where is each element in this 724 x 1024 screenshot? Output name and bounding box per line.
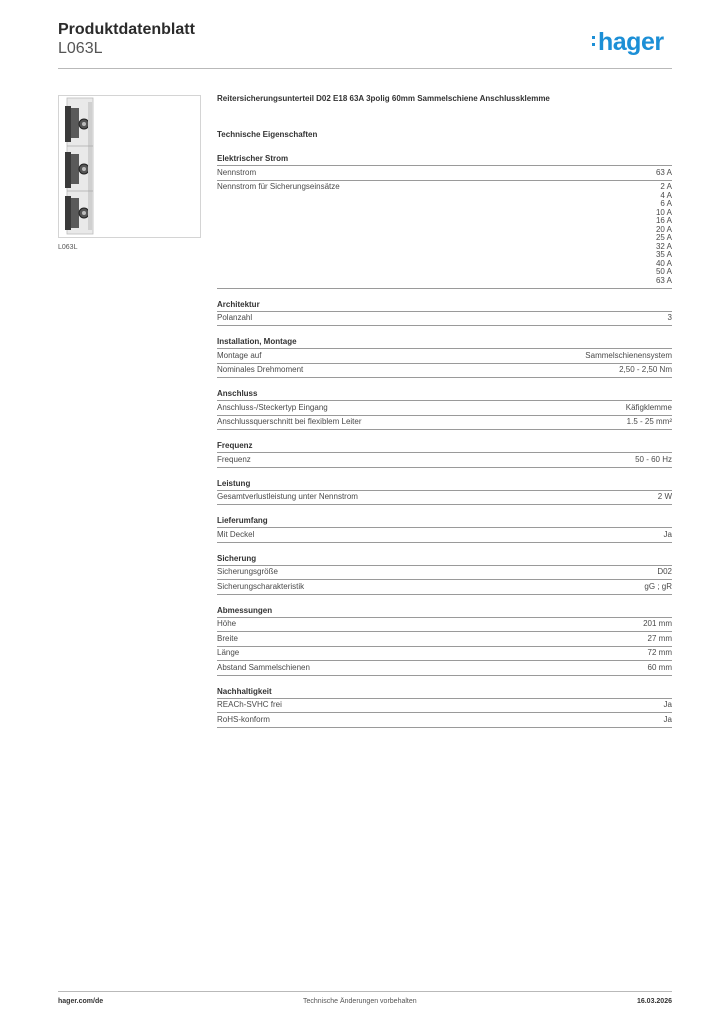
product-image [58,95,201,238]
spec-value-line: 63 A [655,167,672,177]
spec-label: Länge [217,648,240,657]
spec-section [217,478,672,506]
spec-value-line: 3 [667,313,672,322]
spec-value [619,366,672,375]
spec-value-line: Käfigklemme [625,402,672,412]
spec-label: Anschlussquerschnitt bei flexiblem Leiter [217,417,362,426]
spec-row [217,713,672,728]
spec-label: Anschluss-/Steckertyp Eingang [217,402,328,412]
hager-logo[interactable] [592,28,664,56]
spec-label: Breite [217,633,238,643]
spec-row [217,699,672,714]
section-heading: Lieferumfang [217,515,672,528]
spec-value-line: 20 A [655,224,672,234]
spec-value [643,620,672,629]
spec-row [217,580,672,595]
spec-label: RoHS-konform [217,714,270,724]
fuse-base-illustration [59,96,200,237]
product-code: L063L [58,40,103,57]
spec-value-line: 16 A [655,216,672,225]
section-heading: Architektur [217,299,672,312]
spec-label: Sicherungsgröße [217,567,278,576]
section-heading: Frequenz [217,440,672,453]
spec-value-line: 1.5 - 25 mm² [626,417,672,426]
spec-row [217,181,672,289]
logo-text: hager [598,28,664,56]
spec-label: Höhe [217,619,237,628]
spec-label: REACh-SVHC frei [217,700,282,709]
spec-section [217,553,672,595]
spec-label: Nennstrom [217,167,257,177]
spec-value-line: 60 mm [647,662,672,672]
spec-value-line: gG ; gR [644,581,672,591]
spec-row [217,349,672,364]
spec-label: Mit Deckel [217,529,255,539]
spec-label: Sicherungscharakteristik [217,581,305,591]
spec-row [217,364,672,379]
spec-value [644,583,672,592]
spec-value [656,169,672,178]
spec-value-line: 63 A [655,275,672,285]
spec-value-line: Sammelschienensystem [585,350,672,360]
section-heading: Leistung [217,478,672,491]
spec-sections [217,153,672,728]
technical-properties-heading: Technische Eigenschaften [217,130,318,139]
spec-value-line: 2,50 - 2,50 Nm [619,365,672,374]
spec-value-line: 40 A [655,258,672,268]
section-heading: Anschluss [217,388,672,401]
spec-value-line: D02 [657,567,672,576]
image-caption: L063L [58,244,78,251]
spec-row [217,618,672,633]
spec-label: Nominales Drehmoment [217,365,304,374]
spec-content [217,94,672,728]
spec-value [664,716,672,725]
section-heading: Installation, Montage [217,336,672,349]
spec-row [217,661,672,676]
spec-section [217,388,672,430]
spec-row [217,453,672,468]
spec-section [217,605,672,676]
spec-row [217,528,672,543]
footer-website-link[interactable]: hager.com/de [58,998,104,1005]
spec-value-line: 25 A [655,233,672,242]
section-heading: Elektrischer Strom [217,153,672,166]
spec-value [656,183,672,285]
spec-value [664,531,672,540]
spec-value [648,649,672,658]
spec-value [658,493,672,502]
page-title: Produktdatenblatt [58,21,195,38]
spec-value [627,418,672,427]
spec-row [217,312,672,327]
spec-value-line: Ja [663,529,672,539]
logo-dots-icon [592,36,595,50]
spec-value [648,635,672,644]
spec-value-line: 6 A [660,199,672,208]
spec-value [668,314,672,323]
spec-label: Montage auf [217,350,262,360]
spec-row [217,632,672,647]
spec-value-line: 4 A [660,190,672,200]
spec-label: Gesamtverlustleistung unter Nennstrom [217,492,358,501]
header-divider [58,68,672,69]
spec-value-line: 32 A [655,241,672,251]
spec-value [648,664,672,673]
spec-value-line: 27 mm [647,633,672,643]
spec-row [217,416,672,431]
spec-section [217,153,672,289]
spec-value-line: 35 A [655,250,672,259]
spec-row [217,491,672,506]
footer-disclaimer: Technische Änderungen vorbehalten [303,998,417,1005]
spec-value-line: 10 A [655,207,672,217]
spec-section [217,440,672,468]
spec-value-line: Ja [663,700,672,709]
footer-divider [58,991,672,992]
spec-row [217,166,672,181]
section-heading: Abmessungen [217,605,672,618]
spec-section [217,515,672,543]
spec-value [585,352,672,361]
spec-label: Nennstrom für Sicherungseinsätze [217,182,340,191]
spec-value-line: Ja [663,714,672,724]
spec-label: Frequenz [217,454,251,464]
spec-value-line: 2 A [660,182,672,191]
section-heading: Nachhaltigkeit [217,686,672,699]
spec-row [217,647,672,662]
spec-value-line: 2 W [657,492,672,501]
spec-value [626,404,672,413]
spec-row [217,401,672,416]
spec-row [217,566,672,581]
spec-value [657,568,672,577]
section-heading: Sicherung [217,553,672,566]
spec-value-line: 72 mm [647,648,672,657]
spec-section [217,686,672,728]
product-title: Reitersicherungsunterteil D02 E18 63A 3polig 60mm Sammelschiene Anschlussklemme [217,94,550,103]
spec-value-line: 201 mm [643,619,672,628]
spec-label: Polanzahl [217,313,253,322]
spec-value-line: 50 - 60 Hz [635,454,672,464]
footer-date: 16.03.2026 [636,998,672,1005]
spec-section [217,299,672,327]
spec-section [217,336,672,378]
spec-value [664,701,672,710]
spec-value-line: 50 A [655,267,672,276]
spec-value [635,456,672,465]
spec-label: Abstand Sammelschienen [217,662,310,672]
